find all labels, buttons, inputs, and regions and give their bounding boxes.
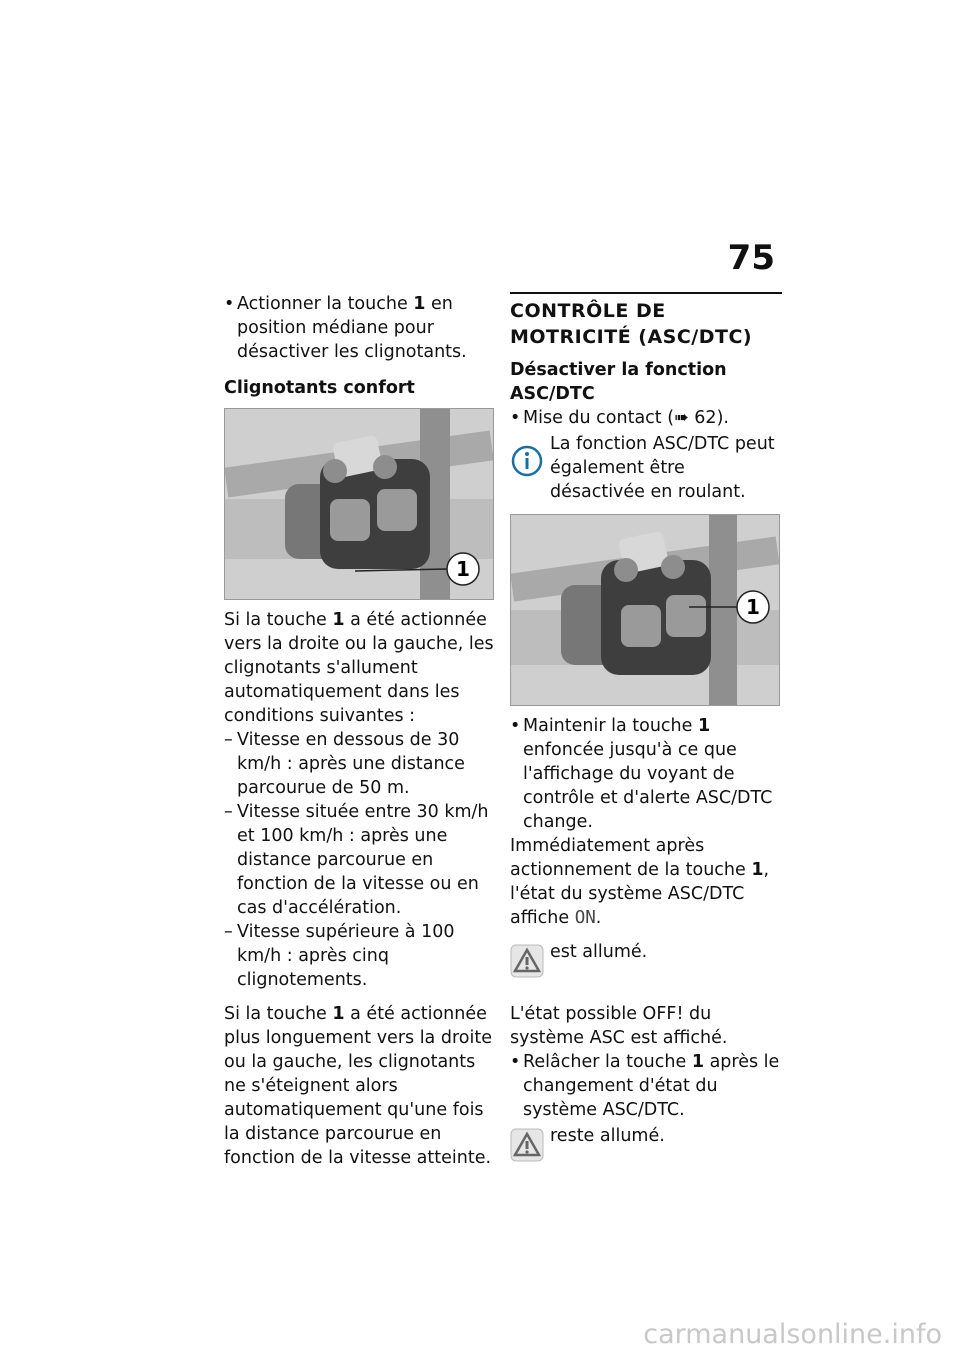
right-column [510, 292, 782, 1186]
bullet3-text: Relâcher la touche [523, 1052, 692, 1072]
warning-light-note [510, 1124, 782, 1172]
asc-warning-light-icon [510, 1128, 544, 1169]
p1-text-end: a été actionnée vers la droite ou la gauche, les clignotants s'allument automatiquement dans les conditions suivantes : [224, 610, 494, 726]
paragraph-off-status: L'état possible OFF! du système ASC est affiché. [510, 1004, 728, 1048]
paragraph-conditions [224, 608, 496, 728]
warning-text: reste allumé. [550, 1126, 665, 1146]
status-code: ON [574, 908, 596, 928]
info-note [510, 432, 782, 504]
handlebar-switch-figure [224, 408, 494, 600]
asc-button-figure [510, 514, 780, 706]
key-ref: 1 [691, 1052, 705, 1072]
p1-text: Si la touche [224, 610, 333, 630]
section-title-traction-control: CONTRÔLE DE MOTRICITÉ (ASC/DTC) [510, 292, 782, 350]
key-ref: 1 [332, 1004, 345, 1024]
condition-item: – Vitesse située entre 30 km/h et 100 km/h : après une distance parcourue en fonction de la vitesse ou en cas d'accélération. [224, 800, 496, 920]
condition-item: – Vitesse en dessous de 30 km/h : après une distance parcourue de 50 m. [224, 728, 496, 800]
p3-text: Immédiatement après actionnement de la touche [510, 836, 752, 880]
paragraph-status-on [510, 834, 782, 930]
key-ref: 1 [413, 294, 426, 314]
condition-item: – Vitesse supérieure à 100 km/h : après cinq clignotements. [224, 920, 496, 992]
page-ref: 62). [688, 408, 729, 428]
callout-label: 1 [746, 595, 760, 619]
bullet2-text: Maintenir la touche [523, 716, 698, 736]
p3-text-mid: , l'état du système ASC/DTC affiche [510, 860, 770, 928]
section-heading-comfort-indicators: Clignotants confort [224, 378, 415, 398]
asc-warning-light-icon [510, 944, 544, 985]
hold-key-bullet [510, 714, 782, 834]
bullet2-text-end: enfoncée jusqu'à ce que l'affichage du voyant de contrôle et d'alerte ASC/DTC change. [523, 740, 773, 832]
intro-text-end: en position médiane pour désactiver les clignotants. [237, 294, 467, 362]
note-text: La fonction ASC/DTC peut également être désactivée en roulant. [550, 434, 775, 502]
key-ref: 1 [697, 716, 711, 736]
warning-text: est allumé. [550, 942, 648, 962]
ignition-bullet [510, 406, 782, 430]
warning-light-note [510, 940, 782, 988]
paragraph-long-press [224, 1002, 496, 1170]
callout-label: 1 [456, 557, 470, 581]
watermark: carmanualsonline.info [643, 1319, 942, 1350]
release-key-bullet [510, 1050, 782, 1122]
p2-text-end: a été actionnée plus longuement vers la droite ou la gauche, les clignotants ne s'éteignent alors automatiquement qu'une fois la distance parcourue en fonction de la vitesse atteinte. [224, 1004, 492, 1168]
info-icon [510, 444, 544, 485]
page-number: 75 [727, 238, 775, 278]
p2-text: Si la touche [224, 1004, 333, 1024]
page-ref-arrow-icon: ➠ [674, 408, 689, 428]
key-ref: 1 [332, 610, 345, 630]
left-column [224, 292, 496, 1180]
bullet1-text: Mise du contact ( [523, 408, 675, 428]
bullet3-text-end: après le changement d'état du système ASC/DTC. [523, 1052, 780, 1120]
subheading-disable-asc: Désactiver la fonction ASC/DTC [510, 360, 727, 404]
key-ref: 1 [751, 860, 764, 880]
intro-bullet [224, 292, 496, 364]
intro-text: Actionner la touche [237, 294, 414, 314]
p3-text-end: . [595, 908, 602, 928]
